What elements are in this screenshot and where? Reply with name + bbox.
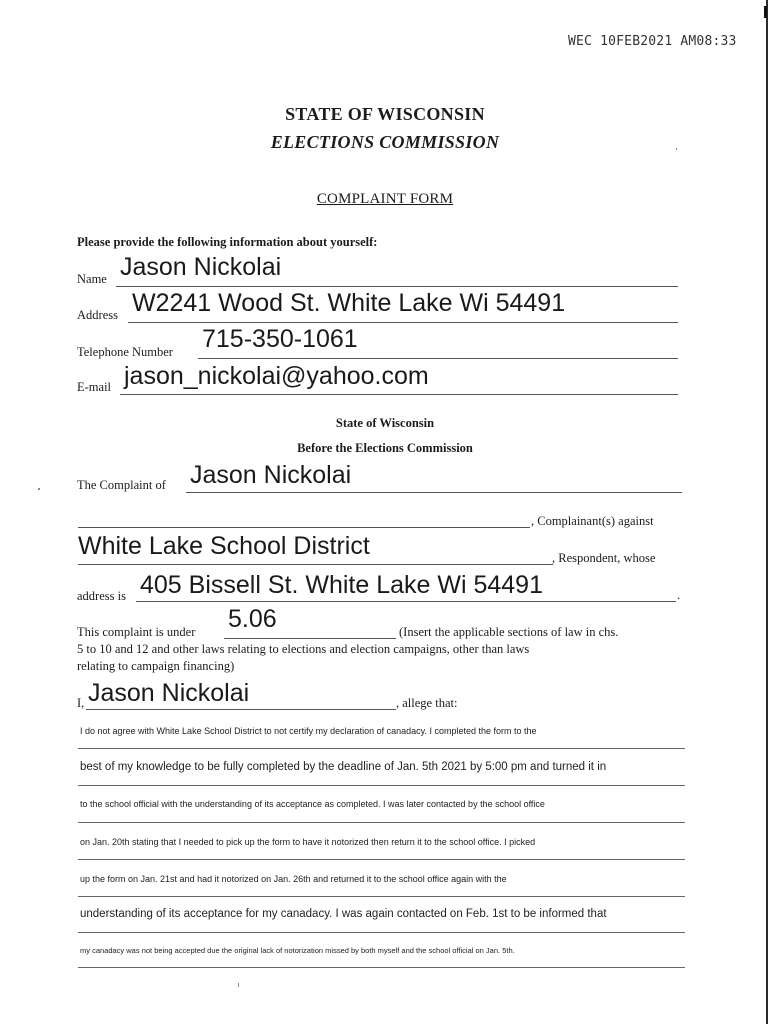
insert-note-line1: (Insert the applicable sections of law in chs. [399,625,619,639]
address-field[interactable]: W2241 Wood St. White Lake Wi 54491 [132,289,566,317]
scan-speck [38,488,40,490]
statement-rule-4 [78,859,685,860]
received-stamp: WEC 10FEB2021 AM08:33 [568,34,737,49]
respondent-suffix-text: , Respondent, whose [552,551,656,565]
respondent-address-underline [136,601,676,602]
insert-note-line3: relating to campaign financing) [77,659,235,673]
respondent-address-label: address is [77,589,126,603]
statement-line-6: understanding of its acceptance for my canadacy. I was again contacted on Feb. 1st to be informed that [80,908,607,920]
email-label: E-mail [77,380,112,394]
page-edge-mark [764,6,767,18]
respondent-address-field[interactable]: 405 Bissell St. White Lake Wi 54491 [140,571,543,599]
before-commission-text: Before the Elections Commission [297,441,473,455]
address-underline [128,322,678,323]
respondent-field[interactable]: White Lake School District [78,532,370,560]
statement-line-7: my canadacy was not being accepted due the original lack of notorization missed by both myself and the school official on Jan. 5th. [80,946,515,955]
scan-speck [238,983,239,987]
statement-rule-1 [78,748,685,749]
page-edge [766,0,768,1024]
statement-rule-3 [78,822,685,823]
alleging-name-field[interactable]: Jason Nickolai [88,679,250,707]
name-label: Name [77,272,107,286]
law-section-field[interactable]: 5.06 [228,605,277,633]
statement-rule-6 [78,932,685,933]
email-field[interactable]: jason_nickolai@yahoo.com [124,362,429,390]
intro-text: Please provide the following information about yourself: [77,235,378,249]
address-period: . [677,588,681,602]
alleging-name-underline [86,709,396,710]
respondent-underline [78,564,553,565]
phone-underline [198,358,678,359]
complainant-field[interactable]: Jason Nickolai [190,461,352,489]
law-section-underline [224,638,396,639]
statement-rule-7 [78,967,685,968]
address-label: Address [77,308,118,322]
scan-speck [676,148,677,150]
statement-line-2: best of my knowledge to be fully completed by the deadline of Jan. 5th 2021 by 5:00 pm and turned it in [80,761,607,773]
phone-label: Telephone Number [77,345,173,359]
allege-text: , allege that: [396,696,458,710]
complaint-of-label: The Complaint of [77,478,166,492]
name-field[interactable]: Jason Nickolai [120,253,282,281]
name-underline [116,286,678,287]
state-heading: STATE OF WISCONSIN [285,104,485,124]
state-of-wisconsin-text: State of Wisconsin [335,416,435,430]
i-label: I, [77,696,85,710]
phone-field[interactable]: 715-350-1061 [202,325,358,353]
statement-rule-5 [78,896,685,897]
complaint-under-label: This complaint is under [77,625,196,639]
complainant-underline [186,492,682,493]
commission-heading: ELECTIONS COMMISSION [270,132,500,152]
statement-line-4: on Jan. 20th stating that I needed to pick up the form to have it notorized then return it to the school office. I picked [80,837,536,847]
complainants-against-text: , Complainant(s) against [531,514,654,528]
statement-rule-2 [78,785,685,786]
form-title: COMPLAINT FORM [316,191,454,207]
complainant-extra-underline [78,527,530,528]
statement-line-5: up the form on Jan. 21st and had it notorized on Jan. 26th and returned it to the school office again with the [80,874,507,884]
statement-line-3: to the school official with the understanding of its acceptance as completed. I was later contacted by the school office [80,799,545,809]
insert-note-line2: 5 to 10 and 12 and other laws relating to elections and election campaigns, other than laws [77,642,530,656]
email-underline [120,394,678,395]
statement-line-1: I do not agree with White Lake School District to not certify my declaration of canadacy. I completed the form to the [80,726,537,736]
